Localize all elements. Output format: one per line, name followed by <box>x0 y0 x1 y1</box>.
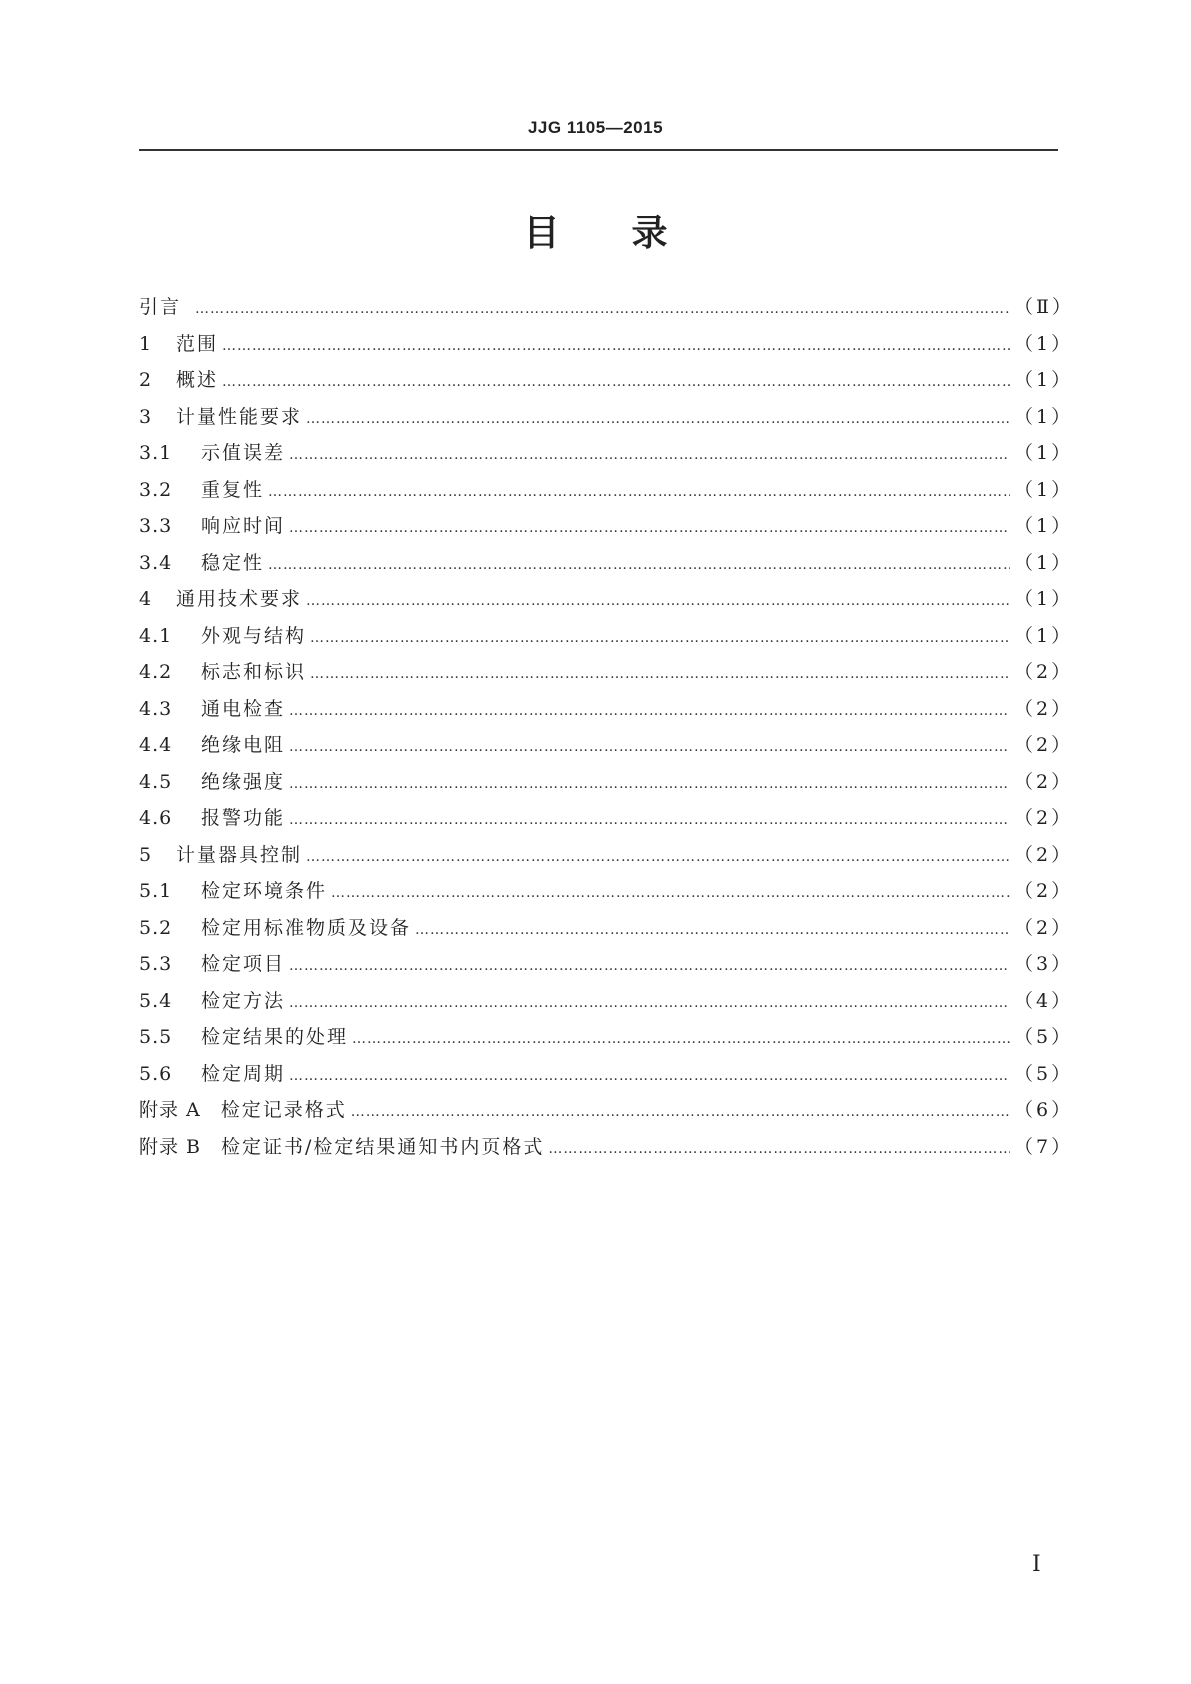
toc-entry-label: 检定证书/检定结果通知书内页格式 <box>221 1135 545 1158</box>
toc-leader-dots <box>289 703 1010 719</box>
toc-entry-label: 检定记录格式 <box>220 1099 347 1121</box>
toc-entry-number: 5.1 <box>139 880 173 902</box>
toc-leader-dots <box>352 1031 1010 1047</box>
toc-entry[interactable] <box>139 803 1074 840</box>
toc-entry-label: 概述 <box>176 369 219 391</box>
toc-leader-dots <box>268 557 1010 573</box>
toc-entry-number: 4.4 <box>139 734 173 756</box>
toc-entry-label: 检定用标准物质及设备 <box>201 916 412 939</box>
toc-entry-label: 检定结果的处理 <box>201 1026 349 1048</box>
page-number: Ⅰ <box>1032 1552 1041 1577</box>
toc-entry-label: 计量器具控制 <box>176 843 303 866</box>
page-title <box>0 205 1191 256</box>
toc-entry-label: 稳定性 <box>201 551 265 574</box>
toc-entry[interactable] <box>139 949 1074 986</box>
toc-entry-number: 5.4 <box>139 989 173 1012</box>
toc-leader-dots <box>289 520 1010 536</box>
toc-entry-page: （2） <box>1014 843 1074 866</box>
toc-leader-dots <box>289 739 1010 755</box>
toc-entry-number: 附录 A <box>139 1099 201 1121</box>
toc-entry-label: 外观与结构 <box>201 624 307 647</box>
table-of-contents <box>139 292 1074 1168</box>
toc-entry[interactable] <box>139 913 1074 950</box>
toc-entry-label: 检定项目 <box>201 953 286 975</box>
toc-entry-label: 绝缘强度 <box>201 770 286 793</box>
toc-leader-dots <box>306 849 1010 865</box>
toc-leader-dots <box>289 1068 1010 1084</box>
toc-entry-page: （2） <box>1014 661 1074 683</box>
toc-entry-number: 4.3 <box>139 697 173 720</box>
toc-entry[interactable] <box>139 438 1074 475</box>
toc-entry[interactable] <box>139 292 1074 329</box>
toc-entry-number: 5.3 <box>139 953 173 975</box>
toc-leader-dots <box>306 411 1010 427</box>
toc-entry-number: 4.5 <box>139 770 173 793</box>
toc-entry-number: 5.2 <box>139 916 173 939</box>
toc-entry-number: 4.6 <box>139 807 173 829</box>
toc-entry[interactable] <box>139 402 1074 439</box>
toc-entry-page: （5） <box>1014 1062 1074 1085</box>
page-title-char: 目 <box>523 213 560 254</box>
toc-entry-label: 重复性 <box>201 478 265 501</box>
toc-entry-number: 2 <box>139 369 153 391</box>
toc-entry-page: （5） <box>1014 1026 1074 1048</box>
toc-entry[interactable] <box>139 840 1074 877</box>
toc-leader-dots <box>289 995 1010 1011</box>
toc-entry[interactable] <box>139 767 1074 804</box>
toc-entry-page: （1） <box>1014 478 1074 501</box>
toc-leader-dots <box>415 922 1010 938</box>
page-title-char: 录 <box>631 213 668 254</box>
toc-entry-page: （3） <box>1014 953 1074 975</box>
toc-leader-dots <box>289 447 1010 463</box>
toc-leader-dots <box>222 374 1010 390</box>
toc-entry[interactable] <box>139 657 1074 694</box>
toc-entry-page: （2） <box>1014 770 1074 793</box>
toc-entry-number: 3.1 <box>139 442 173 464</box>
toc-entry-label: 报警功能 <box>201 807 286 829</box>
toc-leader-dots <box>289 776 1010 792</box>
toc-entry-page: （1） <box>1014 332 1074 355</box>
toc-leader-dots <box>222 338 1010 354</box>
toc-leader-dots <box>310 666 1010 682</box>
toc-entry-label: 示值误差 <box>201 442 286 464</box>
toc-entry[interactable] <box>139 548 1074 585</box>
toc-entry-number: 4.2 <box>139 661 173 683</box>
toc-leader-dots <box>548 1141 1010 1157</box>
toc-entry-label: 通电检查 <box>201 697 286 720</box>
toc-entry-page: （4） <box>1014 989 1074 1012</box>
toc-entry-page: （1） <box>1014 369 1074 391</box>
toc-entry-number: 附录 B <box>139 1135 202 1158</box>
toc-entry[interactable] <box>139 986 1074 1023</box>
toc-entry[interactable] <box>139 365 1074 402</box>
toc-entry-page: （7） <box>1014 1135 1074 1158</box>
toc-entry[interactable] <box>139 730 1074 767</box>
toc-entry-page: （Ⅱ） <box>1014 296 1074 318</box>
toc-entry[interactable] <box>139 621 1074 658</box>
toc-entry-label: 绝缘电阻 <box>201 734 286 756</box>
toc-entry-label: 检定周期 <box>201 1062 286 1085</box>
toc-entry-label: 检定环境条件 <box>201 880 328 902</box>
toc-leader-dots <box>310 630 1010 646</box>
toc-leader-dots <box>268 484 1010 500</box>
toc-entry-page: （1） <box>1014 442 1074 464</box>
toc-entry-number: 3.4 <box>139 551 173 574</box>
toc-leader-dots <box>306 593 1010 609</box>
toc-entry-label: 计量性能要求 <box>176 405 303 428</box>
toc-entry-number: 5.5 <box>139 1026 173 1048</box>
toc-entry-number: 5.6 <box>139 1062 173 1085</box>
toc-entry[interactable] <box>139 584 1074 621</box>
toc-leader-dots <box>289 958 1010 974</box>
toc-entry-number: 4 <box>139 588 153 610</box>
toc-entry[interactable] <box>139 1132 1074 1169</box>
toc-entry[interactable] <box>139 329 1074 366</box>
toc-leader-dots <box>195 301 1010 317</box>
toc-entry-label: 响应时间 <box>201 515 286 537</box>
toc-entry-page: （2） <box>1014 697 1074 720</box>
toc-entry-page: （1） <box>1014 588 1074 610</box>
toc-entry[interactable] <box>139 1095 1074 1132</box>
header-rule <box>139 149 1058 151</box>
toc-entry-page: （2） <box>1014 880 1074 902</box>
toc-entry-label: 引言 <box>139 296 182 318</box>
toc-entry-number: 3.3 <box>139 515 173 537</box>
toc-entry[interactable] <box>139 475 1074 512</box>
toc-entry-page: （2） <box>1014 916 1074 939</box>
toc-entry-label: 标志和标识 <box>201 661 307 683</box>
toc-leader-dots <box>331 885 1010 901</box>
toc-entry-number: 5 <box>139 843 153 866</box>
toc-entry-page: （1） <box>1014 515 1074 537</box>
toc-entry-page: （1） <box>1014 551 1074 574</box>
toc-entry-page: （1） <box>1014 405 1074 428</box>
toc-entry-number: 1 <box>139 332 153 355</box>
toc-entry[interactable] <box>139 1059 1074 1096</box>
toc-leader-dots <box>351 1104 1010 1120</box>
toc-entry-label: 检定方法 <box>201 989 286 1012</box>
toc-entry-page: （2） <box>1014 734 1074 756</box>
toc-entry-number: 3.2 <box>139 478 173 501</box>
toc-entry-page: （1） <box>1014 624 1074 647</box>
toc-entry[interactable] <box>139 876 1074 913</box>
toc-entry-label: 通用技术要求 <box>176 588 303 610</box>
toc-entry-number: 4.1 <box>139 624 173 647</box>
toc-entry[interactable] <box>139 1022 1074 1059</box>
toc-leader-dots <box>289 812 1010 828</box>
toc-entry[interactable] <box>139 511 1074 548</box>
toc-entry-page: （6） <box>1014 1099 1074 1121</box>
toc-entry-page: （2） <box>1014 807 1074 829</box>
toc-entry[interactable] <box>139 694 1074 731</box>
toc-entry-number: 3 <box>139 405 153 428</box>
toc-entry-label: 范围 <box>176 332 219 355</box>
running-header: JJG 1105—2015 <box>527 118 664 137</box>
